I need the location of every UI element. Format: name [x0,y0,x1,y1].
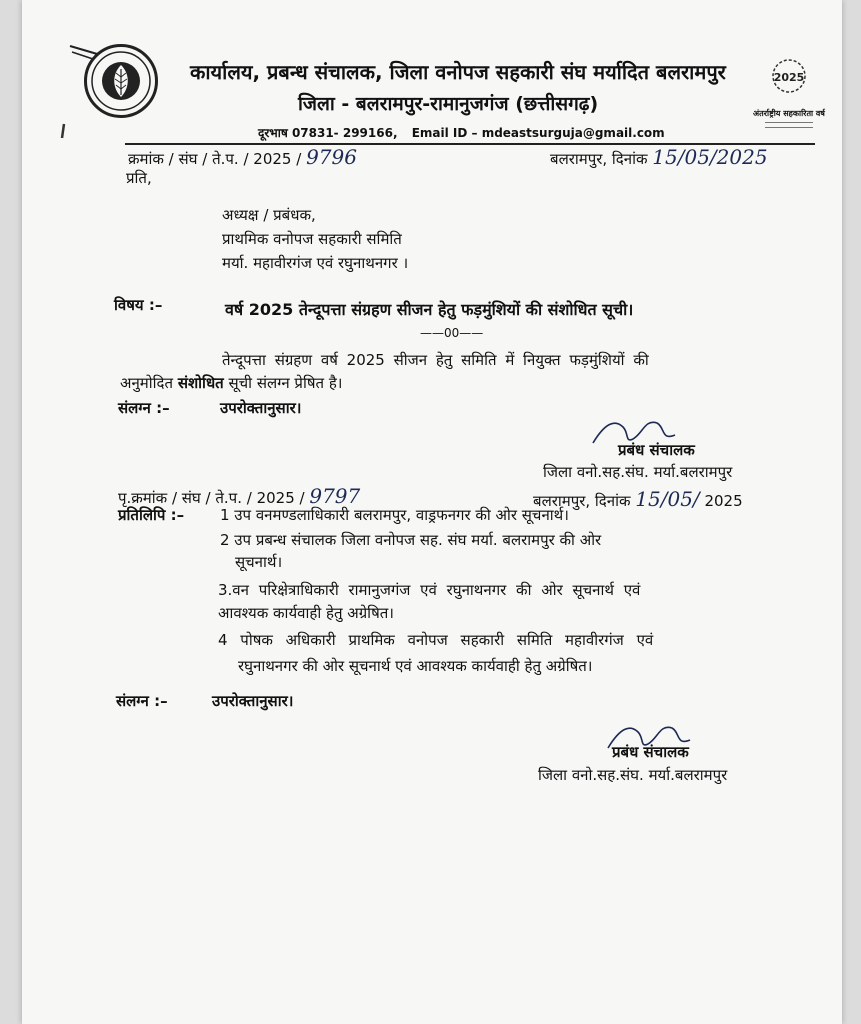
contact-line [258,124,665,141]
signatory-org-2: जिला वनो.सह.संघ. मर्या.बलरामपुर [538,766,728,784]
phone-number: दूरभाष 07831- 299166, [258,126,398,140]
office-district: जिला - बलरामपुर-रामानुजगंज (छत्तीसगढ़) [298,93,599,115]
copy-item-2-line-2: सूचनार्थ। [235,553,283,571]
body-line-1: तेन्दूपत्ता संग्रहण वर्ष 2025 सीजन हेतु समिति में नियुक्त फड़मुंशियों की [222,351,649,369]
cooperative-year-emblem [752,54,826,134]
enclosure-label: संलग्न :– [118,399,170,417]
subject-text: वर्ष 2025 तेन्दूपत्ता संग्रहण सीजन हेतु फड़मुंशियों की संशोधित सूची। [225,300,634,319]
date-handwritten: 15/05/2025 [652,145,768,169]
reference-number-handwritten: 9796 [306,145,357,169]
emblem-year: 2025 [773,71,805,84]
addressee-line-2: प्राथमिक वनोपज सहकारी समिति [222,230,402,248]
place-date: बलरामपुर, दिनांक 15/05/2025 [550,145,768,169]
body-line-2: अनुमोदित संशोधित सूची संलग्न प्रेषित है। [120,374,343,392]
copy-item-2-line-1: 2 उप प्रबन्ध संचालक जिला वनोपज सह. संघ मर्या. बलरामपुर की ओर [220,531,602,549]
office-title: कार्यालय, प्रबन्ध संचालक, जिला वनोपज सहकारी संघ मर्यादित बलरामपुर [190,60,726,84]
federation-logo-icon [84,44,158,118]
subject-divider: ——00—— [420,326,484,340]
copy-date-handwritten: 15/05/ [635,487,700,511]
addressee-line-3: मर्या. महावीरगंज एवं रघुनाथनगर । [222,254,409,272]
to-label: प्रति, [126,169,152,187]
signatory-title-2: प्रबंध संचालक [612,743,689,761]
signatory-title: प्रबंध संचालक [618,441,695,459]
copies-label: प्रतिलिपि :– [118,506,185,524]
copy-item-3-line-1: 3.वन परिक्षेत्राधिकारी रामानुजगंज एवं रघुनाथनगर की ओर सूचनार्थ एवं [218,581,641,599]
enclosure-text-2: उपरोक्तानुसार। [212,692,294,710]
copy-reference-number: पृ.क्रमांक / संघ / ते.प. / 2025 / 9797 [118,484,361,508]
copy-item-4-line-2: रघुनाथनगर की ओर सूचनार्थ एवं आवश्यक कार्यवाही हेतु अग्रेषित। [238,657,593,675]
emblem-caption: अंतर्राष्ट्रीय सहकारिता वर्ष [753,109,825,118]
subject-label: विषय :– [114,296,163,314]
enclosure-text: उपरोक्तानुसार। [220,399,302,417]
copy-item-3-line-2: आवश्यक कार्यवाही हेतु अग्रेषित। [218,604,394,622]
signatory-org: जिला वनो.सह.संघ. मर्या.बलरामपुर [543,463,733,481]
emblem-wreath-icon [752,54,826,104]
emblem-fine-print [765,122,813,128]
copy-place-date: बलरामपुर, दिनांक 15/05/ 2025 [533,487,743,511]
copy-item-1: 1 उप वनमण्डलाधिकारी बलरामपुर, वाड्रफनगर की ओर सूचनार्थ। [220,506,569,524]
email-address: Email ID – mdeastsurguja@gmail.com [411,126,665,140]
copy-reference-handwritten: 9797 [309,484,361,508]
addressee-line-1: अध्यक्ष / प्रबंधक, [222,206,316,224]
copy-item-4-line-1: 4 पोषक अधिकारी प्राथमिक वनोपज सहकारी समिति महावीरगंज एवं [218,631,654,649]
reference-number: क्रमांक / संघ / ते.प. / 2025 / 9796 [128,145,357,169]
enclosure-label-2: संलग्न :– [116,692,168,710]
